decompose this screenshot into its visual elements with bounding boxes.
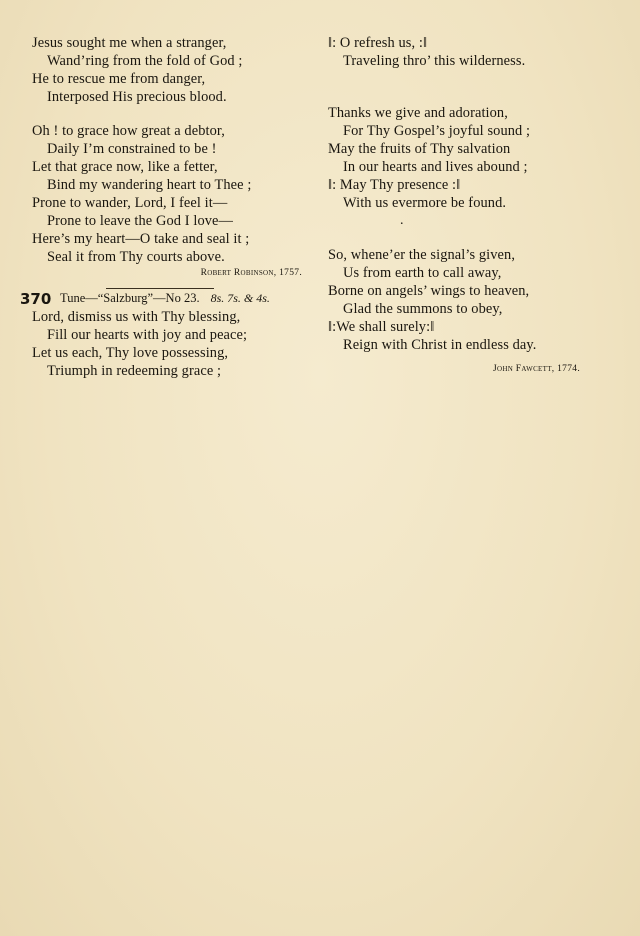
verse-line: Wand’ring from the fold of God ; (47, 53, 243, 69)
verse-line: Bind my wandering heart to Thee ; (47, 177, 252, 193)
author-attribution: Robert Robinson, 1757. (200, 268, 302, 278)
verse-line: So, whene’er the signal’s given, (328, 247, 516, 263)
verse-line: Prone to wander, Lord, I feel it— (32, 195, 228, 211)
verse-line: Fill our hearts with joy and peace; (47, 327, 248, 343)
verse-line: May the fruits of Thy salvation (328, 141, 511, 157)
verse-line: Seal it from Thy courts above. (47, 249, 225, 265)
verse-line: ‖: May Thy presence :‖ (328, 177, 461, 193)
stanza-oh-to-grace (32, 122, 302, 266)
verse-line: Let us each, Thy love possessing, (32, 345, 229, 361)
verse-line: Us from earth to call away, (343, 265, 502, 281)
verse-line: Interposed His precious blood. (47, 89, 227, 105)
verse-line: In our hearts and lives abound ; (343, 159, 528, 175)
verse-line: ‖: O refresh us, :‖ (328, 35, 428, 51)
hymn-header (20, 288, 302, 308)
verse-line: Let that grace now, like a fetter, (32, 159, 218, 175)
stray-dot: . (400, 213, 404, 228)
stanza-so-whene-er (328, 246, 598, 354)
verse-line: With us evermore be found. (343, 195, 507, 211)
verse-line: ‖:We shall surely:‖ (328, 319, 435, 335)
meter: 8s. 7s. & 4s. (210, 291, 270, 305)
left-column (20, 34, 302, 380)
stanza-o-refresh-us (328, 34, 598, 70)
verse-line: Reign with Christ in endless day. (343, 337, 537, 353)
verse-line: Lord, dismiss us with Thy blessing, (32, 309, 241, 325)
tune-name: Tune—“Salzburg”—No 23. (60, 291, 200, 305)
hymn-number: 370 (20, 290, 52, 308)
verse-line: Thanks we give and adoration, (328, 105, 508, 121)
verse-line: Triumph in redeeming grace ; (47, 363, 222, 379)
verse-line: He to rescue me from danger, (32, 71, 206, 87)
verse-line: Glad the summons to obey, (343, 301, 503, 317)
verse-line: Traveling thro’ this wilderness. (343, 53, 526, 69)
verse-line: Daily I’m constrained to be ! (47, 141, 217, 157)
verse-line: Borne on angels’ wings to heaven, (328, 283, 530, 299)
divider-rule (106, 288, 214, 289)
verse-line: For Thy Gospel’s joyful sound ; (343, 123, 531, 139)
author-attribution: John Fawcett, 1774. (493, 364, 580, 374)
stanza-jesus-sought-me (32, 34, 302, 106)
verse-line: Oh ! to grace how great a debtor, (32, 123, 225, 139)
stanza-thanks-we-give (328, 104, 598, 212)
verse-line: Prone to leave the God I love— (47, 213, 234, 229)
verse-line: Here’s my heart—O take and seal it ; (32, 231, 250, 247)
verse-line: Jesus sought me when a stranger, (32, 35, 227, 51)
right-column (328, 34, 598, 376)
stanza-lord-dismiss-us (32, 308, 302, 380)
